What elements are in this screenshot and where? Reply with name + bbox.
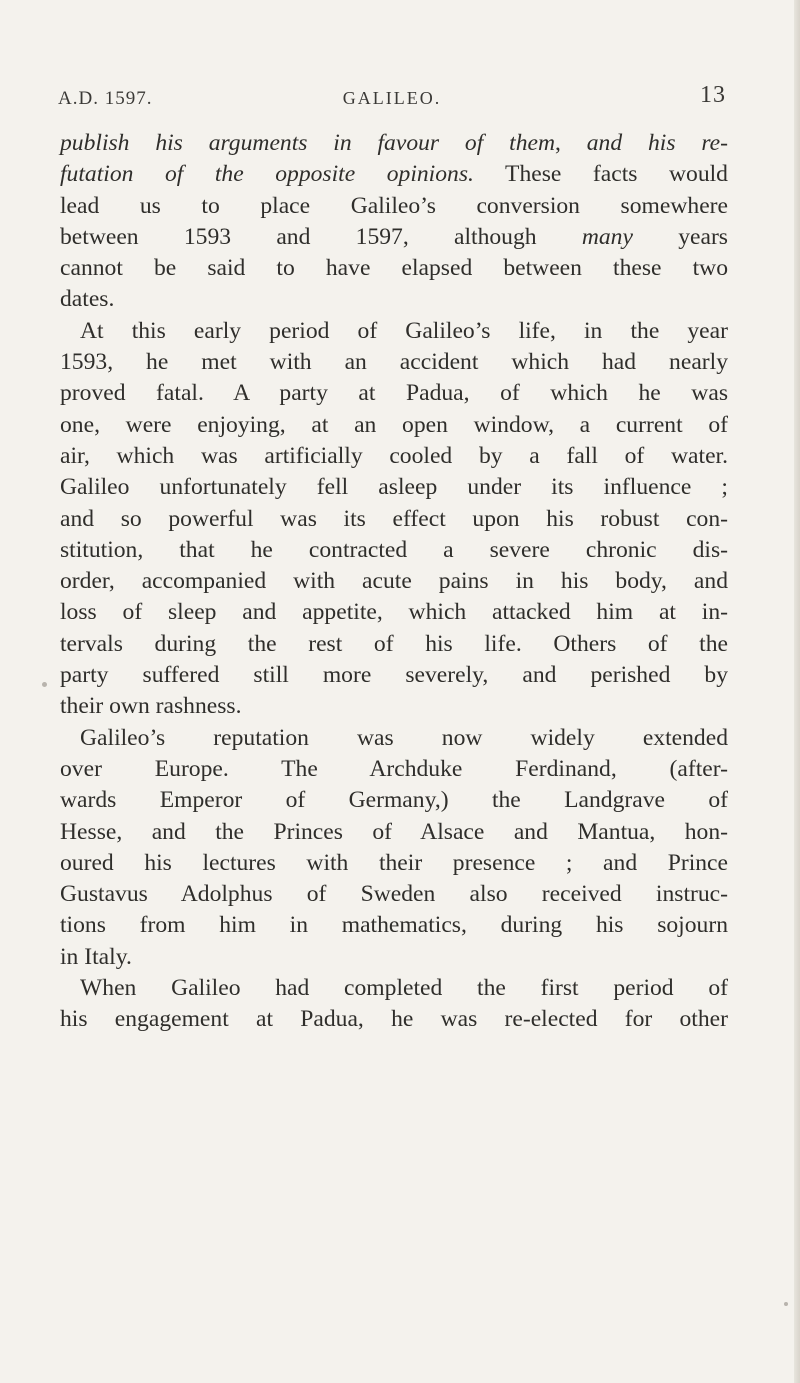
text-line bbox=[60, 441, 728, 472]
text-segment: Gustavus Adolphus of Sweden also received instruc- bbox=[60, 881, 728, 908]
text-segment: one, were enjoying, at an open window, a current of bbox=[60, 411, 728, 438]
text-line bbox=[60, 1004, 728, 1035]
text-segment: Galileo’s reputation was now widely extended bbox=[80, 724, 728, 751]
text-line bbox=[60, 785, 728, 816]
text-segment: tions from him in mathematics, during his sojourn bbox=[60, 912, 728, 939]
italic-text: many bbox=[581, 223, 633, 250]
text-segment: order, accompanied with acute pains in his body, and bbox=[60, 568, 728, 595]
text-line bbox=[60, 942, 728, 973]
text-segment: stitution, that he contracted a severe chronic dis- bbox=[60, 536, 728, 563]
text-segment: , bbox=[555, 130, 587, 156]
text-segment: tervals during the rest of his life. Others of the bbox=[60, 630, 728, 657]
text-segment: cannot be said to have elapsed between these two bbox=[60, 255, 728, 282]
text-line bbox=[60, 472, 728, 503]
text-segment: Hesse, and the Princes of Alsace and Mantua, hon- bbox=[60, 818, 728, 845]
text-line bbox=[60, 159, 728, 190]
running-header bbox=[58, 82, 726, 118]
text-line bbox=[60, 660, 728, 691]
page-edge bbox=[794, 0, 800, 1383]
text-segment: dates. bbox=[60, 286, 115, 313]
header-date: A.D. 1597. bbox=[58, 88, 153, 109]
text-segment: party suffered still more severely, and perished by bbox=[60, 662, 728, 689]
text-line bbox=[60, 378, 728, 409]
body-text bbox=[60, 128, 728, 1036]
text-line bbox=[60, 910, 728, 941]
italic-text: publish his arguments in favour of them bbox=[60, 130, 555, 156]
text-segment: loss of sleep and appetite, which attacked him at in- bbox=[60, 599, 728, 626]
text-line bbox=[60, 128, 728, 159]
text-segment: in Italy. bbox=[60, 943, 132, 970]
text-line bbox=[60, 504, 728, 535]
text-segment: air, which was artificially cooled by a fall of water. bbox=[60, 442, 728, 469]
italic-text: and his re- bbox=[586, 130, 729, 156]
text-line bbox=[60, 629, 728, 660]
text-segment: over Europe. The Archduke Ferdinand, (after- bbox=[60, 755, 728, 782]
header-title: GALILEO. bbox=[342, 88, 442, 108]
text-segment: These facts would bbox=[473, 161, 728, 188]
text-segment: years bbox=[632, 223, 728, 250]
text-line bbox=[60, 410, 728, 441]
text-line bbox=[60, 848, 728, 879]
text-line bbox=[60, 253, 728, 284]
text-line bbox=[60, 597, 728, 628]
text-segment: oured his lectures with their presence ; and Prince bbox=[60, 849, 728, 876]
text-line bbox=[60, 754, 728, 785]
text-line bbox=[60, 973, 728, 1004]
text-segment: wards Emperor of Germany,) the Landgrave of bbox=[60, 787, 728, 814]
text-line bbox=[60, 566, 728, 597]
text-line bbox=[60, 723, 728, 754]
text-segment: his engagement at Padua, he was re-elected for other bbox=[60, 1006, 728, 1033]
text-line bbox=[60, 817, 728, 848]
text-line bbox=[60, 316, 728, 347]
italic-text: futation of the opposite opinions. bbox=[60, 161, 474, 188]
text-line bbox=[60, 284, 728, 315]
text-segment: 1593, he met with an accident which had nearly bbox=[60, 349, 728, 376]
text-line bbox=[60, 691, 728, 722]
text-line bbox=[60, 347, 728, 378]
text-segment: When Galileo had completed the first period of bbox=[80, 975, 728, 1002]
text-segment: proved fatal. A party at Padua, of which he was bbox=[60, 380, 728, 407]
text-line bbox=[60, 191, 728, 222]
text-segment: their own rashness. bbox=[60, 693, 242, 720]
paper-speck bbox=[42, 682, 47, 687]
paper-speck bbox=[784, 1302, 788, 1306]
text-segment: and so powerful was its effect upon his robust con- bbox=[60, 505, 728, 532]
text-line bbox=[60, 879, 728, 910]
text-segment: At this early period of Galileo’s life, in the year bbox=[80, 317, 728, 344]
text-segment: Galileo unfortunately fell asleep under its influence ; bbox=[60, 474, 728, 501]
text-line bbox=[60, 535, 728, 566]
text-line bbox=[60, 222, 728, 253]
page-number: 13 bbox=[700, 82, 726, 108]
text-segment: between 1593 and 1597, although bbox=[60, 223, 582, 250]
text-segment: lead us to place Galileo’s conversion somewhere bbox=[60, 192, 728, 219]
